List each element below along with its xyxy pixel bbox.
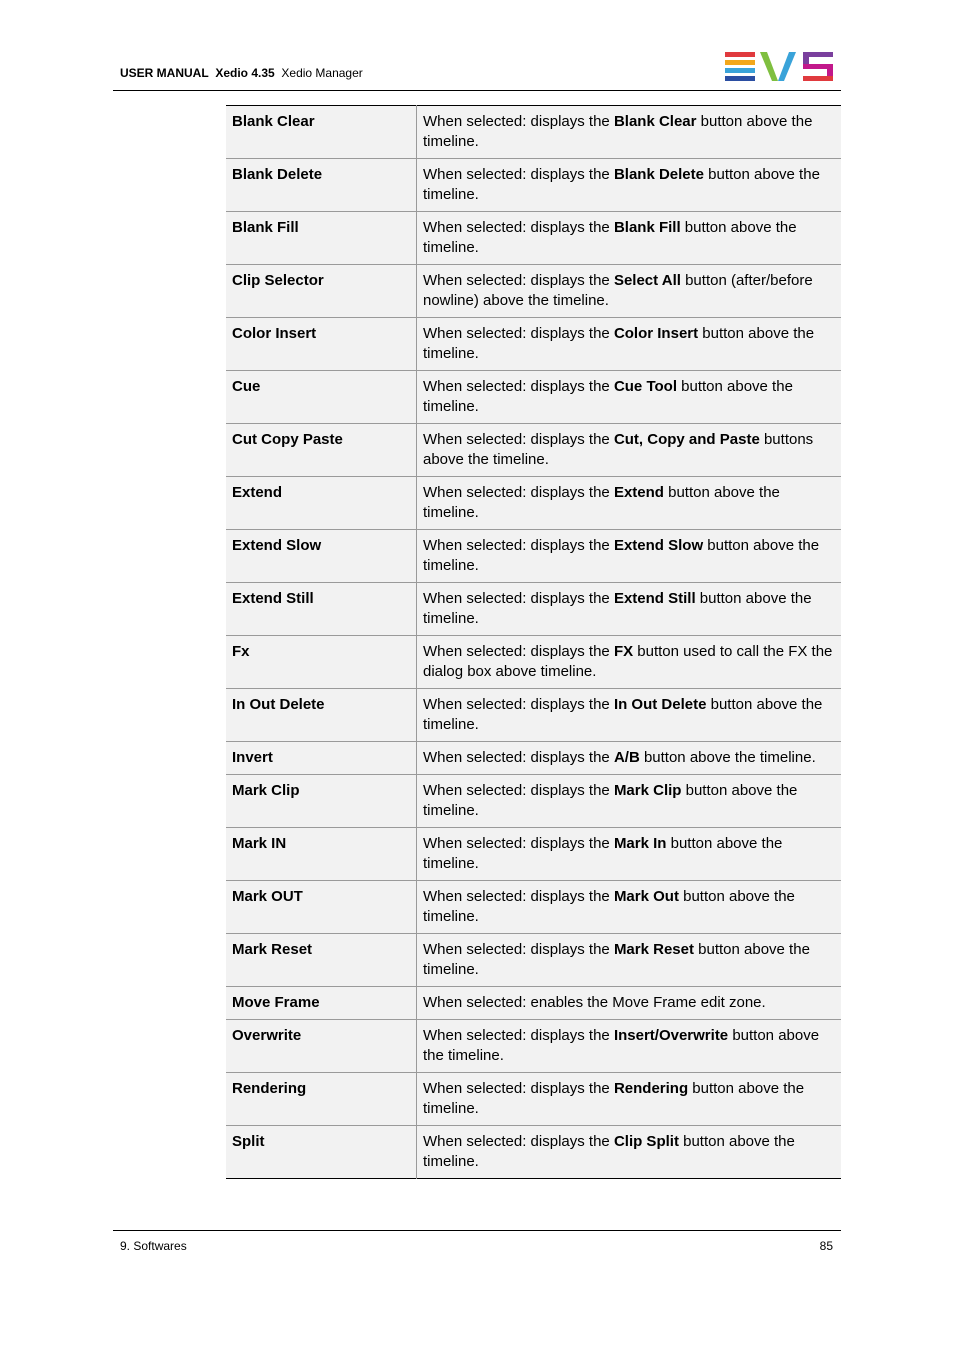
description-text-end: button above the timeline. [423, 835, 783, 872]
description-button-name: In Out Delete [613, 696, 707, 713]
description-text: When selected: displays the [423, 696, 614, 713]
logo-v-right [778, 52, 796, 81]
table-row [226, 828, 841, 881]
description-text: When selected: displays the [423, 941, 614, 958]
description-button-name: Blank Clear [613, 113, 697, 130]
table-row [226, 987, 841, 1020]
description-text: When selected: displays the [423, 835, 614, 852]
description-text: When selected: displays the [423, 431, 614, 448]
description-text: When selected: displays the [423, 590, 614, 607]
feature-name-cell: Mark IN [226, 828, 417, 881]
feature-description-cell [417, 828, 842, 881]
feature-description-cell [417, 1020, 842, 1073]
description-button-name: Cue Tool [613, 378, 677, 395]
description-text-end: button above the timeline. [423, 325, 815, 362]
feature-description-cell [417, 742, 842, 775]
description-button-name: Extend [613, 484, 664, 501]
table-row [226, 583, 841, 636]
description-text: When selected: displays the [423, 1080, 614, 1097]
feature-name-cell: Mark OUT [226, 881, 417, 934]
feature-description-cell [417, 424, 842, 477]
table-row [226, 212, 841, 265]
description-text-end: button above the timeline. [423, 590, 812, 627]
description-button-name: Clip Split [613, 1133, 679, 1150]
feature-description-cell [417, 318, 842, 371]
description-button-name: Extend Slow [613, 537, 704, 554]
table-row [226, 742, 841, 775]
logo-e-bar-4 [725, 76, 755, 81]
logo-e-bar-1 [725, 52, 755, 57]
footer-section: 9. Softwares [120, 1239, 187, 1253]
feature-name-cell: Extend [226, 477, 417, 530]
table-row [226, 265, 841, 318]
feature-name-cell: Move Frame [226, 987, 417, 1020]
table-row [226, 1073, 841, 1126]
description-button-name: Extend Still [613, 590, 696, 607]
feature-description-cell [417, 477, 842, 530]
feature-description-cell [417, 934, 842, 987]
table-row [226, 371, 841, 424]
feature-description-cell [417, 265, 842, 318]
table-row [226, 881, 841, 934]
description-button-name: Mark Out [613, 888, 679, 905]
header-title [120, 66, 363, 80]
description-text: When selected: displays the [423, 378, 614, 395]
feature-name-cell: Cut Copy Paste [226, 424, 417, 477]
page-footer [113, 1230, 841, 1253]
feature-description-cell [417, 106, 842, 159]
feature-name-cell: Mark Clip [226, 775, 417, 828]
feature-description-cell [417, 159, 842, 212]
description-text: When selected: displays the [423, 484, 614, 501]
description-button-name: Color Insert [613, 325, 699, 342]
feature-name-cell: Invert [226, 742, 417, 775]
description-text-end: button above the timeline. [423, 1027, 820, 1064]
feature-name-cell: Cue [226, 371, 417, 424]
feature-name-cell: Overwrite [226, 1020, 417, 1073]
description-text-end: button above the timeline. [423, 1133, 795, 1170]
description-text: When selected: displays the [423, 643, 614, 660]
description-text-end: button above the timeline. [423, 696, 823, 733]
description-text: When selected: displays the [423, 325, 614, 342]
description-text-end: buttons above the timeline. [423, 431, 814, 468]
page-header [113, 50, 841, 91]
description-text-end: button above the timeline. [639, 749, 816, 766]
description-text: When selected: displays the [423, 1027, 614, 1044]
description-button-name: Insert/Overwrite [613, 1027, 729, 1044]
evs-logo [725, 52, 835, 82]
description-text-end: button above the timeline. [423, 941, 810, 978]
feature-table [226, 105, 841, 1179]
feature-description-cell [417, 636, 842, 689]
description-button-name: Blank Fill [613, 219, 681, 236]
description-text: When selected: displays the [423, 1133, 614, 1150]
description-text-end: button above the timeline. [423, 378, 793, 415]
feature-name-cell: Extend Still [226, 583, 417, 636]
logo-s-bar-3 [803, 76, 833, 81]
description-text-end: button above the timeline. [423, 782, 798, 819]
description-text-end: button above the timeline. [423, 888, 795, 925]
feature-description-cell [417, 212, 842, 265]
feature-description-cell [417, 1126, 842, 1179]
description-text-end: button above the timeline. [423, 484, 780, 521]
description-button-name: Cut, Copy and Paste [613, 431, 760, 448]
logo-e-bar-2 [725, 60, 755, 65]
logo-v-left [760, 52, 778, 81]
feature-description-cell [417, 530, 842, 583]
logo-e-bar-3 [725, 68, 755, 73]
description-button-name: Mark Clip [613, 782, 682, 799]
table-row [226, 530, 841, 583]
table-row [226, 159, 841, 212]
logo-s-side-1 [803, 52, 809, 65]
manual-label: USER MANUAL [120, 66, 209, 80]
feature-description-cell [417, 583, 842, 636]
table-row [226, 424, 841, 477]
description-text: When selected: displays the [423, 888, 614, 905]
feature-description-cell [417, 689, 842, 742]
description-text: When selected: displays the [423, 219, 614, 236]
description-button-name: Mark In [613, 835, 667, 852]
feature-name-cell: Clip Selector [226, 265, 417, 318]
feature-name-cell: Mark Reset [226, 934, 417, 987]
description-text-end: button above the timeline. [423, 1080, 805, 1117]
description-button-name: Rendering [613, 1080, 689, 1097]
description-button-name: Select All [613, 272, 681, 289]
table-row [226, 775, 841, 828]
table-row [226, 689, 841, 742]
description-text-end: button used to call the FX the dialog box above timeline. [423, 643, 833, 680]
feature-description-cell [417, 1073, 842, 1126]
description-text-end: button (after/before nowline) above the timeline. [423, 272, 813, 309]
product-name: Xedio 4.35 [215, 66, 275, 80]
description-button-name: Blank Delete [613, 166, 704, 183]
table-row [226, 934, 841, 987]
description-button-name: FX [613, 643, 634, 660]
table-row [226, 1126, 841, 1179]
feature-name-cell: Fx [226, 636, 417, 689]
feature-name-cell: Color Insert [226, 318, 417, 371]
feature-name-cell: Blank Fill [226, 212, 417, 265]
table-row [226, 477, 841, 530]
description-text-end: button above the timeline. [423, 537, 820, 574]
table-row [226, 106, 841, 159]
feature-name-cell: Extend Slow [226, 530, 417, 583]
feature-description-cell [417, 371, 842, 424]
page-number: 85 [819, 1239, 833, 1253]
table-row [226, 1020, 841, 1073]
description-text: When selected: displays the [423, 113, 614, 130]
feature-name-cell: Split [226, 1126, 417, 1179]
description-button-name: Mark Reset [613, 941, 694, 958]
description-text-end: button above the timeline. [423, 166, 820, 203]
feature-name-cell: Blank Delete [226, 159, 417, 212]
description-text: When selected: displays the [423, 537, 614, 554]
description-button-name: A/B [613, 749, 640, 766]
description-text: When selected: displays the [423, 166, 614, 183]
feature-name-cell: In Out Delete [226, 689, 417, 742]
description-text: When selected: enables the Move Frame edit zone. [423, 994, 766, 1011]
feature-description-cell [417, 775, 842, 828]
description-text: When selected: displays the [423, 272, 614, 289]
module-name: Xedio Manager [281, 66, 363, 80]
description-text-end: button above the timeline. [423, 219, 797, 256]
feature-name-cell: Blank Clear [226, 106, 417, 159]
table-row [226, 318, 841, 371]
table-row [226, 636, 841, 689]
feature-description-cell [417, 881, 842, 934]
description-text: When selected: displays the [423, 749, 614, 766]
description-text: When selected: displays the [423, 782, 614, 799]
description-text-end: button above the timeline. [423, 113, 813, 150]
feature-name-cell: Rendering [226, 1073, 417, 1126]
feature-table-body [226, 106, 841, 1179]
feature-description-cell [417, 987, 842, 1020]
